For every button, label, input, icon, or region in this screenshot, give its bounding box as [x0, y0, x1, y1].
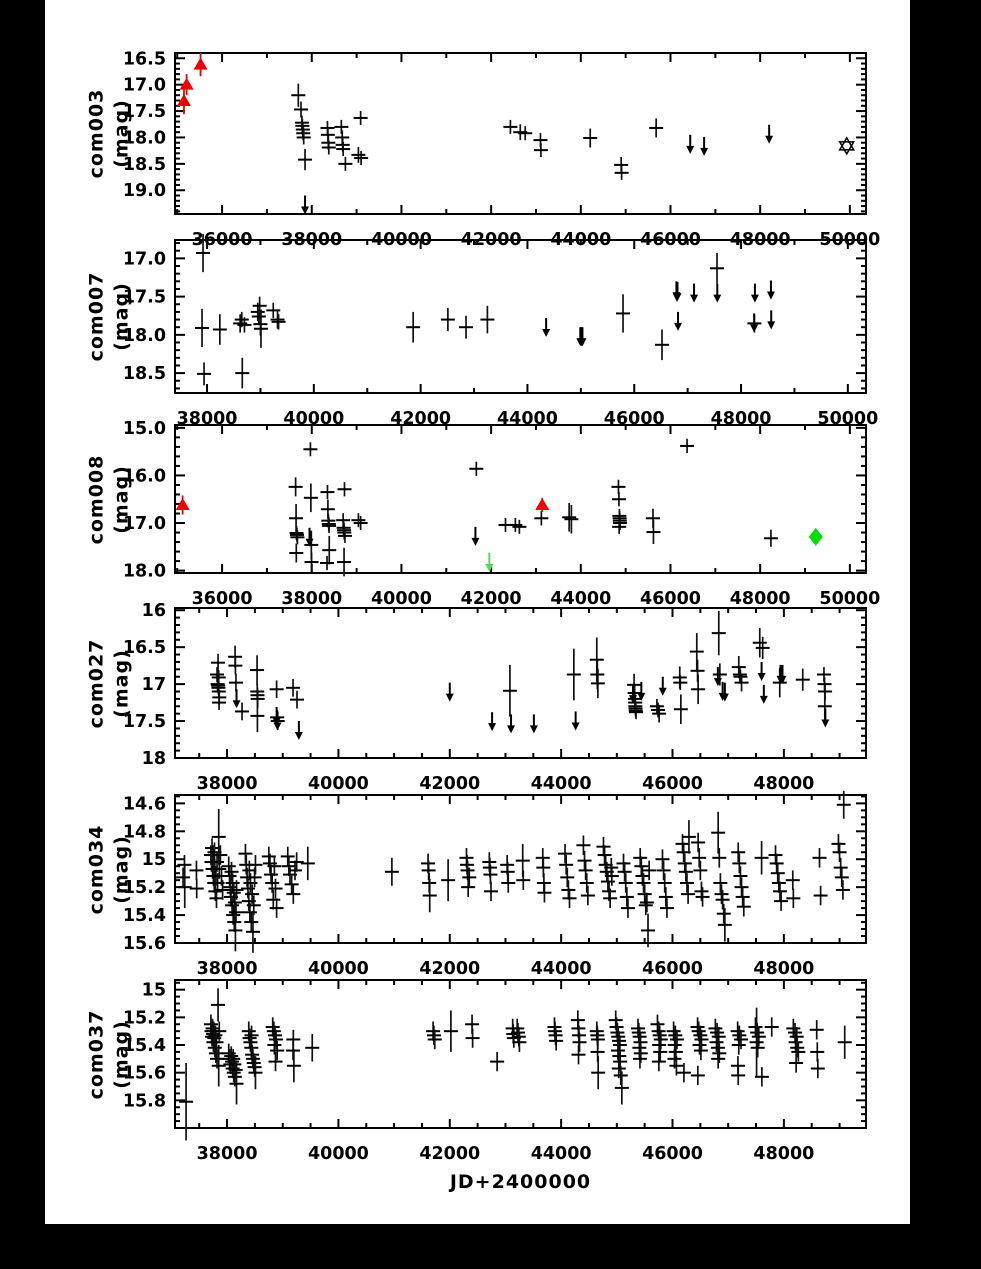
y-tick-label: 15.6 — [122, 934, 166, 954]
x-tick-label: 48000 — [729, 589, 791, 609]
x-tick-label: 42000 — [460, 589, 522, 609]
x-tick-label: 50000 — [819, 230, 881, 250]
series-measurements — [210, 611, 832, 732]
x-tick-label: 42000 — [390, 409, 452, 429]
x-tick-label: 48000 — [753, 959, 815, 979]
x-tick-label: 48000 — [710, 409, 772, 429]
y-tick-label: 18.0 — [122, 325, 166, 346]
x-tick-label: 42000 — [419, 1144, 481, 1164]
y-tick-label: 17.5 — [122, 712, 166, 733]
series-upper-limit-arrows — [306, 527, 480, 547]
y-tick-label: 15.8 — [122, 1091, 166, 1112]
y-tick-label: 16.0 — [122, 466, 166, 487]
y-tick-label: 15.4 — [122, 1036, 166, 1057]
x-tick-label: 44000 — [530, 1144, 592, 1164]
panel-com034 — [123, 791, 866, 979]
x-tick-label: 48000 — [753, 774, 815, 794]
series-measurements — [291, 84, 663, 180]
y-tick-label: 14.8 — [122, 822, 166, 843]
y-tick-label: 17.0 — [122, 249, 166, 270]
y-tick-label: 17.0 — [122, 75, 166, 96]
x-tick-label: 46000 — [603, 409, 665, 429]
series-green-upper-limit — [485, 553, 493, 572]
y-axis-label-com008: com008 (mag) — [85, 454, 133, 545]
x-tick-label: 46000 — [640, 230, 701, 250]
x-tick-label: 44000 — [530, 959, 592, 979]
y-tick-label: 16 — [141, 601, 166, 622]
series-measurements — [289, 439, 778, 577]
series-open-star — [840, 138, 854, 154]
y-tick-label: 18 — [141, 749, 166, 769]
panel-com027 — [123, 601, 866, 794]
y-tick-label: 15 — [141, 980, 166, 1001]
x-tick-label: 46000 — [642, 1144, 703, 1164]
series-red-triangles — [176, 495, 550, 514]
series-measurements — [176, 791, 851, 953]
x-tick-label: 38000 — [281, 589, 343, 609]
x-tick-label: 50000 — [819, 589, 881, 609]
x-tick-label: 42000 — [419, 774, 481, 794]
x-tick-label: 44000 — [550, 230, 612, 250]
x-tick-label: 38000 — [196, 1144, 258, 1164]
y-tick-label: 16.5 — [122, 638, 166, 659]
y-tick-label: 14.6 — [122, 794, 166, 815]
x-tick-label: 48000 — [729, 230, 791, 250]
y-axis-label-com034: com034 (mag) — [85, 824, 133, 915]
x-tick-label: 40000 — [371, 230, 432, 250]
y-tick-label: 17.0 — [122, 514, 166, 535]
x-tick-label: 50000 — [817, 409, 879, 429]
y-tick-label: 15.4 — [122, 906, 166, 927]
y-tick-label: 15.6 — [122, 1063, 166, 1084]
panel-com008 — [123, 419, 880, 609]
y-tick-label: 15.2 — [122, 1008, 166, 1029]
y-tick-label: 19.0 — [122, 181, 166, 202]
x-tick-label: 38000 — [196, 959, 258, 979]
y-axis-label-com003: com003 (mag) — [85, 88, 133, 179]
panel-com007 — [123, 234, 878, 429]
x-tick-label: 46000 — [642, 959, 703, 979]
series-upper-limit-arrows — [301, 125, 773, 215]
series-measurements — [195, 234, 761, 389]
panel-com003 — [123, 49, 880, 250]
y-axis-label-com037: com037 (mag) — [85, 1009, 133, 1100]
x-tick-label: 40000 — [307, 1144, 369, 1164]
x-tick-label: 36000 — [191, 589, 253, 609]
x-tick-label: 42000 — [460, 230, 522, 250]
y-axis-label-com007: com007 (mag) — [85, 271, 133, 362]
y-tick-label: 17 — [141, 675, 166, 696]
x-tick-label: 44000 — [550, 589, 612, 609]
panel-com037 — [123, 980, 866, 1164]
x-tick-label: 38000 — [281, 230, 343, 250]
series-measurements — [179, 988, 852, 1140]
y-tick-label: 17.5 — [122, 102, 166, 123]
y-tick-label: 18.0 — [122, 128, 166, 149]
y-tick-label: 16.5 — [122, 49, 166, 70]
y-tick-label: 18.0 — [122, 561, 166, 582]
series-red-triangles — [177, 53, 208, 114]
x-tick-label: 44000 — [530, 774, 592, 794]
y-tick-label: 15.2 — [122, 878, 166, 899]
y-tick-label: 18.5 — [122, 154, 166, 175]
x-axis-title: JD+2400000 — [449, 1171, 592, 1193]
y-tick-label: 15.0 — [122, 418, 166, 439]
x-tick-label: 40000 — [283, 409, 345, 429]
x-tick-label: 38000 — [176, 409, 238, 429]
x-tick-label: 46000 — [642, 774, 703, 794]
x-tick-label: 46000 — [640, 589, 701, 609]
y-axis-label-com027: com027 (mag) — [85, 638, 133, 729]
y-tick-label: 17.5 — [122, 287, 166, 308]
x-tick-label: 38000 — [196, 774, 258, 794]
x-tick-label: 40000 — [371, 589, 432, 609]
x-tick-label: 36000 — [191, 230, 253, 250]
x-tick-label: 40000 — [307, 774, 369, 794]
x-tick-label: 44000 — [496, 409, 558, 429]
x-tick-label: 48000 — [753, 1144, 815, 1164]
series-upper-limit-arrows — [542, 281, 775, 347]
x-tick-label: 42000 — [419, 959, 481, 979]
x-tick-label: 40000 — [307, 959, 369, 979]
y-tick-label: 15 — [141, 850, 166, 871]
y-tick-label: 18.5 — [122, 364, 166, 385]
series-green-diamond — [809, 528, 823, 546]
